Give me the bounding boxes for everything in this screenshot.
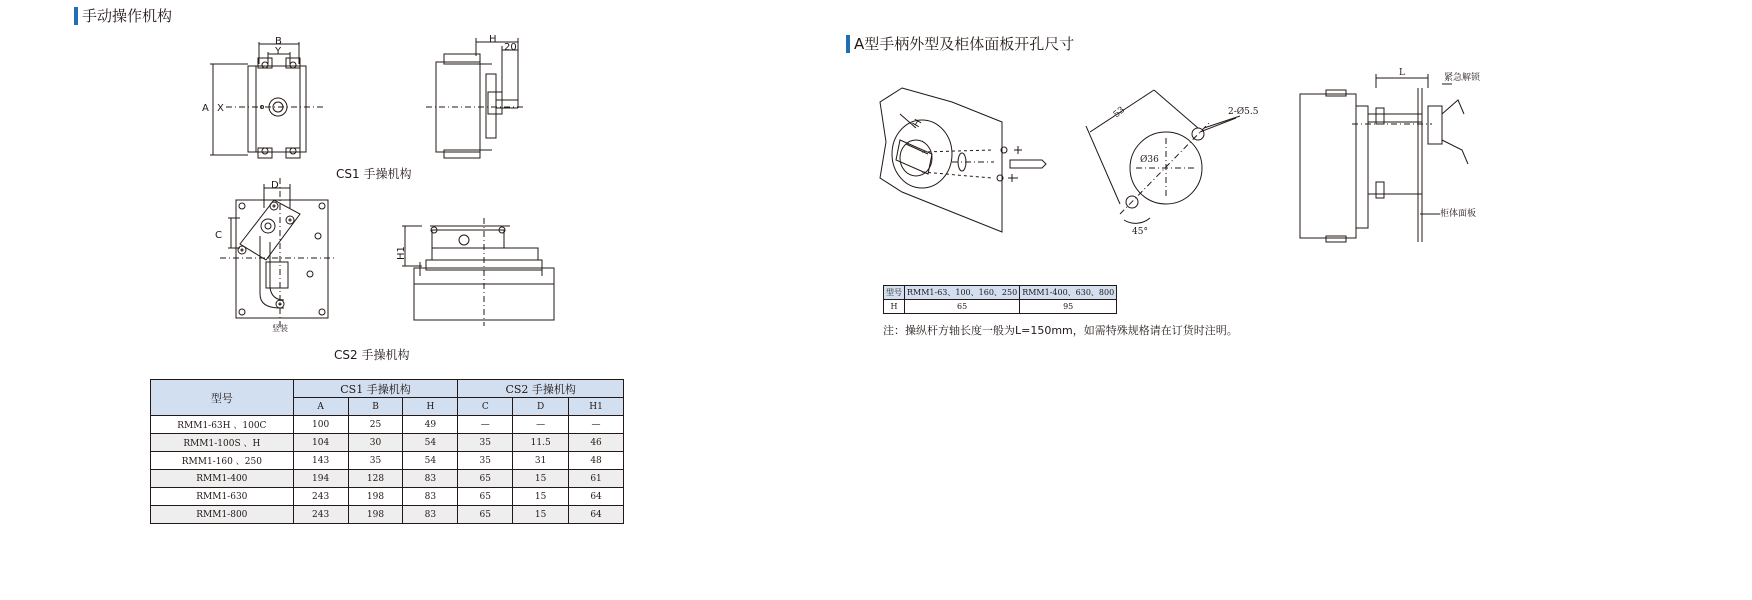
table-cell: H [884, 300, 905, 314]
vertical-mount-label: 竖装 [272, 324, 288, 333]
cabinet-panel-label: 柜体面板 [1440, 209, 1477, 219]
dia-36-label: Ø36 [1140, 155, 1159, 165]
table-cell-model: RMM1-63H 、100C [151, 416, 294, 434]
table-cell: 49 [403, 416, 458, 434]
table-cell: 194 [293, 470, 348, 488]
dimension-table [150, 379, 624, 524]
table-cell: 65 [458, 488, 513, 506]
table-cell: 30 [348, 434, 403, 452]
assembly-side-drawing [1292, 64, 1502, 244]
emergency-unlock-label: 紧急解锁 [1444, 73, 1481, 83]
handle-h-label: H [911, 117, 925, 130]
note-suffix: ，如需特殊规格请在订货时注明。 [1072, 324, 1238, 337]
table-cell: 198 [348, 506, 403, 524]
cs2-caption: CS2 手操机构 [334, 348, 410, 362]
table-cell: 15 [513, 488, 569, 506]
right-section-title [846, 35, 1074, 53]
table-subheader-c: C [458, 398, 513, 416]
dim-53-label: 53 [1111, 105, 1128, 121]
table-cell: 35 [348, 452, 403, 470]
table-cell: 11.5 [513, 434, 569, 452]
table-cell: 48 [569, 452, 624, 470]
table-header-cs2: CS2 手操机构 [458, 380, 624, 398]
title-accent-bar [846, 35, 850, 53]
table-cell: 54 [403, 452, 458, 470]
table-row [151, 470, 624, 488]
table-cell: 143 [293, 452, 348, 470]
handle-perspective-drawing [872, 82, 1052, 242]
table-cell: 64 [569, 506, 624, 524]
table-row [151, 488, 624, 506]
table-cell: 243 [293, 506, 348, 524]
table-header-row [884, 286, 1117, 300]
table-row [151, 434, 624, 452]
table-row [151, 506, 624, 524]
cs2-side-drawing [392, 218, 562, 328]
cs2-front-drawing [210, 178, 340, 338]
title-accent-bar [74, 7, 78, 25]
dim-d-label: D [271, 180, 279, 191]
table-cell: 54 [403, 434, 458, 452]
table-subheader-b: B [348, 398, 403, 416]
table-cell: 95 [1020, 300, 1117, 314]
cs1-caption: CS1 手操机构 [336, 167, 412, 181]
table-subheader-h1: H1 [569, 398, 624, 416]
table-cell: 65 [905, 300, 1020, 314]
handle-h-table [883, 285, 1117, 314]
table-cell-model: RMM1-100S 、H [151, 434, 294, 452]
table-cell: 15 [513, 506, 569, 524]
panel-cutout-drawing [1080, 82, 1280, 242]
left-section-title-text: 手动操作机构 [82, 7, 173, 25]
dim-20-label: 20 [504, 42, 517, 53]
angle-45-label: 45° [1132, 227, 1148, 237]
table-cell-model: RMM1-160 、250 [151, 452, 294, 470]
table-subheader-a: A [293, 398, 348, 416]
table-cell: 100 [293, 416, 348, 434]
table-row [151, 416, 624, 434]
dim-y-label: Y [275, 46, 282, 57]
table-cell: 198 [348, 488, 403, 506]
table-cell-model: RMM1-400 [151, 470, 294, 488]
table-cell: 64 [569, 488, 624, 506]
table-row [151, 452, 624, 470]
shaft-length-note [883, 322, 1238, 338]
table-subheader-h: H [403, 398, 458, 416]
cs1-side-drawing [426, 34, 526, 164]
table-cell: — [458, 416, 513, 434]
dim-a-label: A [202, 103, 209, 114]
table-cell: — [569, 416, 624, 434]
table-cell: 83 [403, 506, 458, 524]
table-cell: 104 [293, 434, 348, 452]
table-header-cell: RMM1-63、100、160、250 [905, 286, 1020, 300]
table-header-cs1: CS1 手操机构 [293, 380, 458, 398]
table-header-cell: 型号 [884, 286, 905, 300]
table-cell: 15 [513, 470, 569, 488]
table-row [884, 300, 1117, 314]
table-header-cell: RMM1-400、630、800 [1020, 286, 1117, 300]
table-cell: 35 [458, 434, 513, 452]
table-cell: 65 [458, 470, 513, 488]
table-cell: — [513, 416, 569, 434]
table-cell: 243 [293, 488, 348, 506]
table-cell-model: RMM1-630 [151, 488, 294, 506]
note-prefix: 注：操纵杆方轴长度一般为 [883, 324, 1015, 337]
table-cell: 46 [569, 434, 624, 452]
dim-c-label: C [215, 230, 222, 241]
table-cell: 35 [458, 452, 513, 470]
dim-h-label: H [489, 34, 497, 45]
table-cell: 31 [513, 452, 569, 470]
note-value: L=150mm [1015, 324, 1073, 337]
table-cell: 128 [348, 470, 403, 488]
dim-l-label: L [1399, 68, 1405, 78]
dim-x-label: X [217, 103, 224, 114]
table-header-model: 型号 [151, 380, 294, 416]
dim-b-label: B [275, 36, 282, 47]
table-subheader-d: D [513, 398, 569, 416]
cs1-front-drawing [196, 34, 336, 164]
hole-spec-label: 2-Ø5.5 [1228, 107, 1259, 117]
table-cell-model: RMM1-800 [151, 506, 294, 524]
table-cell: 83 [403, 470, 458, 488]
dim-h1-label: H1 [396, 246, 407, 260]
table-cell: 83 [403, 488, 458, 506]
table-cell: 61 [569, 470, 624, 488]
left-section-title [74, 7, 172, 25]
right-section-title-text: A型手柄外型及柜体面板开孔尺寸 [854, 35, 1075, 53]
table-cell: 25 [348, 416, 403, 434]
table-cell: 65 [458, 506, 513, 524]
